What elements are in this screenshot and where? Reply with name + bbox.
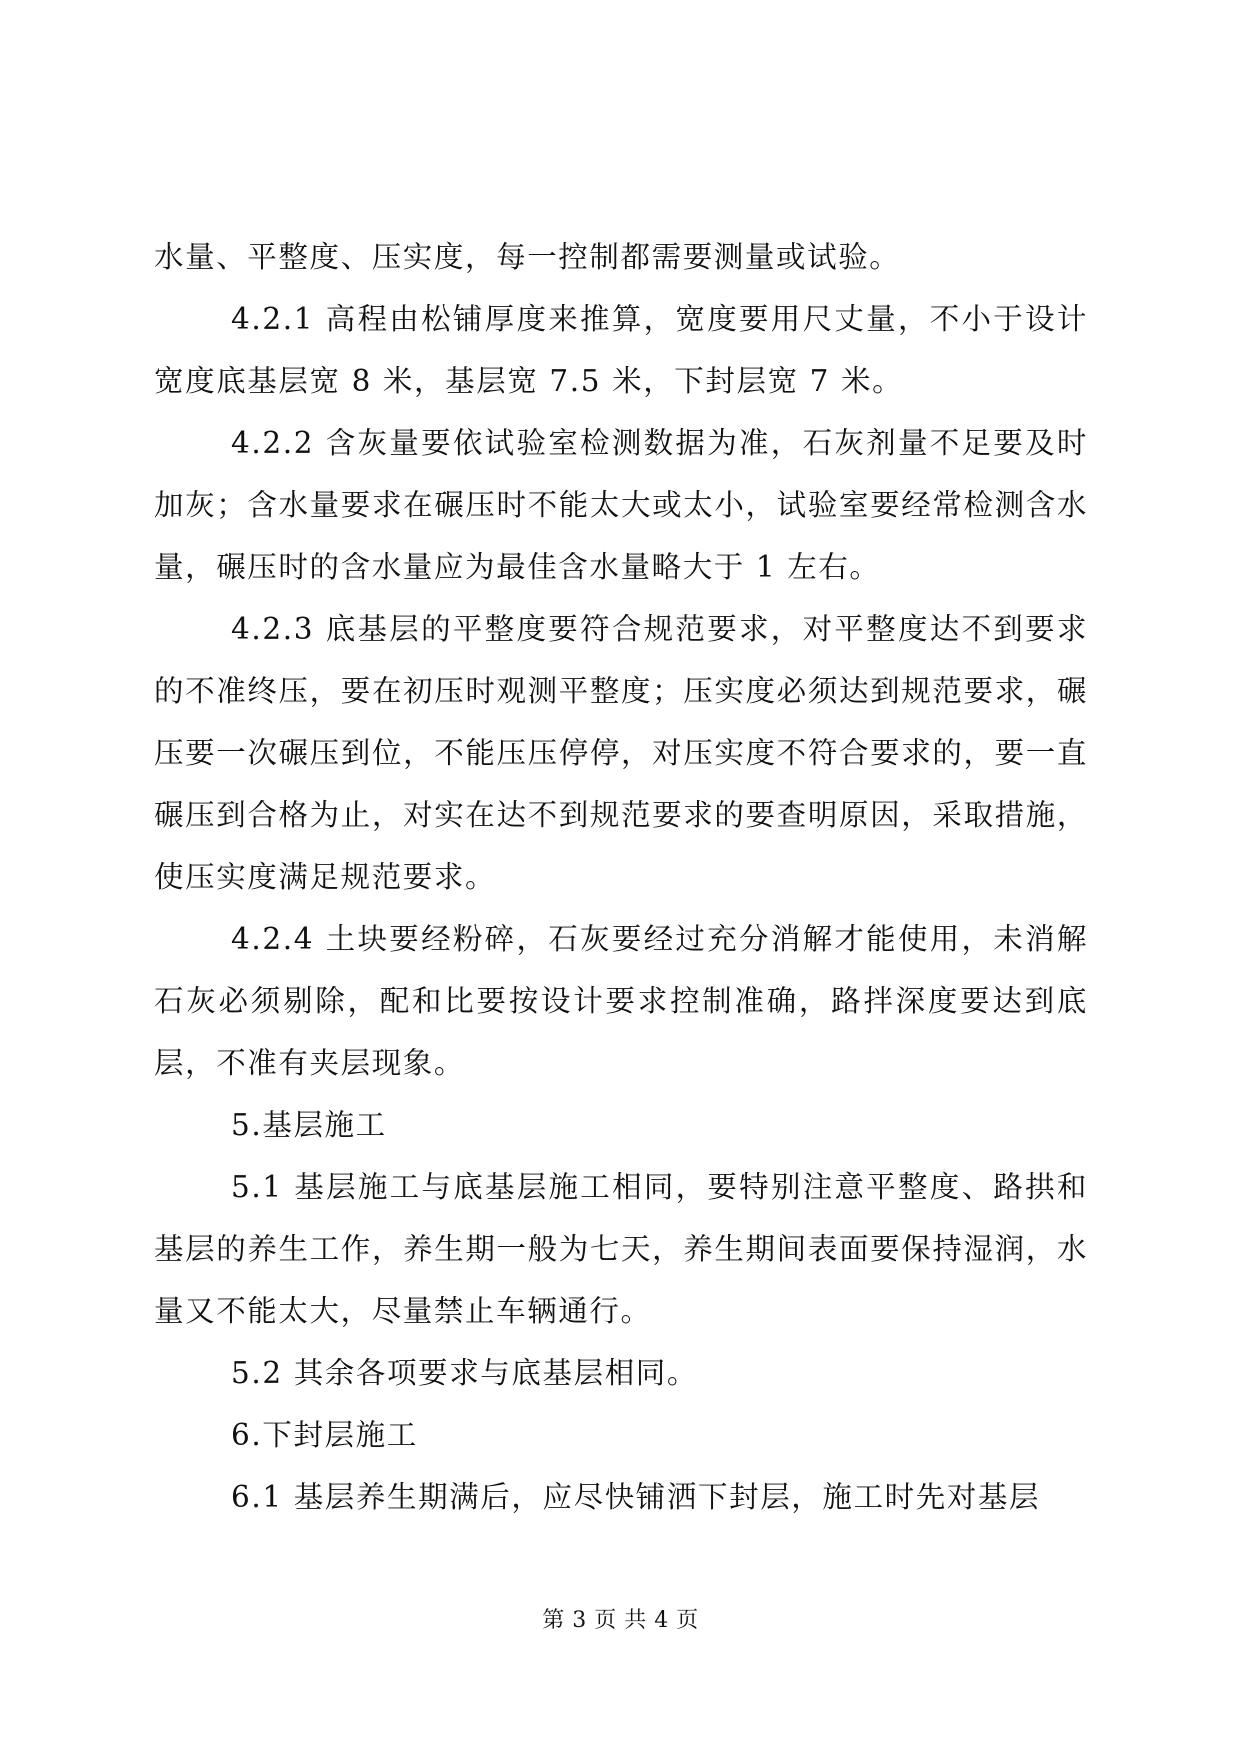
page-footer (0, 1606, 1241, 1636)
paragraph-4-2-3: 4.2.3 底基层的平整度要符合规范要求，对平整度达不到要求的不准终压，要在初压时观测平整度；压实度必须达到规范要求，碾压要一次碾压到位，不能压压停停，对压实度不符合要求的，要一直碾压到合格为止，对实在达不到规范要求的要查明原因，采取措施，使压实度满足规范要求。 (154, 612, 1088, 894)
paragraph-continuation: 水量、平整度、压实度，每一控制都需要测量或试验。 (154, 240, 901, 274)
page-number-label: 第 3 页 共 4 页 (542, 1608, 699, 1633)
paragraph-6-1: 6.1 基层养生期满后，应尽快铺洒下封层，施工时先对基层 (231, 1480, 1041, 1514)
paragraph-4-2-2: 4.2.2 含灰量要依试验室检测数据为准，石灰剂量不足要及时加灰；含水量要求在碾压时不能太大或太小，试验室要经常检测含水量，碾压时的含水量应为最佳含水量略大于 1 左右。 (154, 426, 1088, 584)
section-heading-5: 5.基层施工 (231, 1108, 387, 1142)
paragraph-5-1: 5.1 基层施工与底基层施工相同，要特别注意平整度、路拱和基层的养生工作，养生期一般为七天，养生期间表面要保持湿润，水量又不能太大，尽量禁止车辆通行。 (154, 1170, 1088, 1328)
paragraph-4-2-4: 4.2.4 土块要经粉碎，石灰要经过充分消解才能使用，未消解石灰必须剔除，配和比要按设计要求控制准确，路拌深度要达到底层，不准有夹层现象。 (154, 922, 1088, 1080)
paragraph-5-2: 5.2 其余各项要求与底基层相同。 (231, 1356, 698, 1390)
document-body (154, 226, 1088, 1528)
paragraph-4-2-1: 4.2.1 高程由松铺厚度来推算，宽度要用尺丈量，不小于设计宽度底基层宽 8 米，基层宽 7.5 米，下封层宽 7 米。 (154, 302, 1088, 398)
section-heading-6: 6.下封层施工 (231, 1418, 418, 1452)
